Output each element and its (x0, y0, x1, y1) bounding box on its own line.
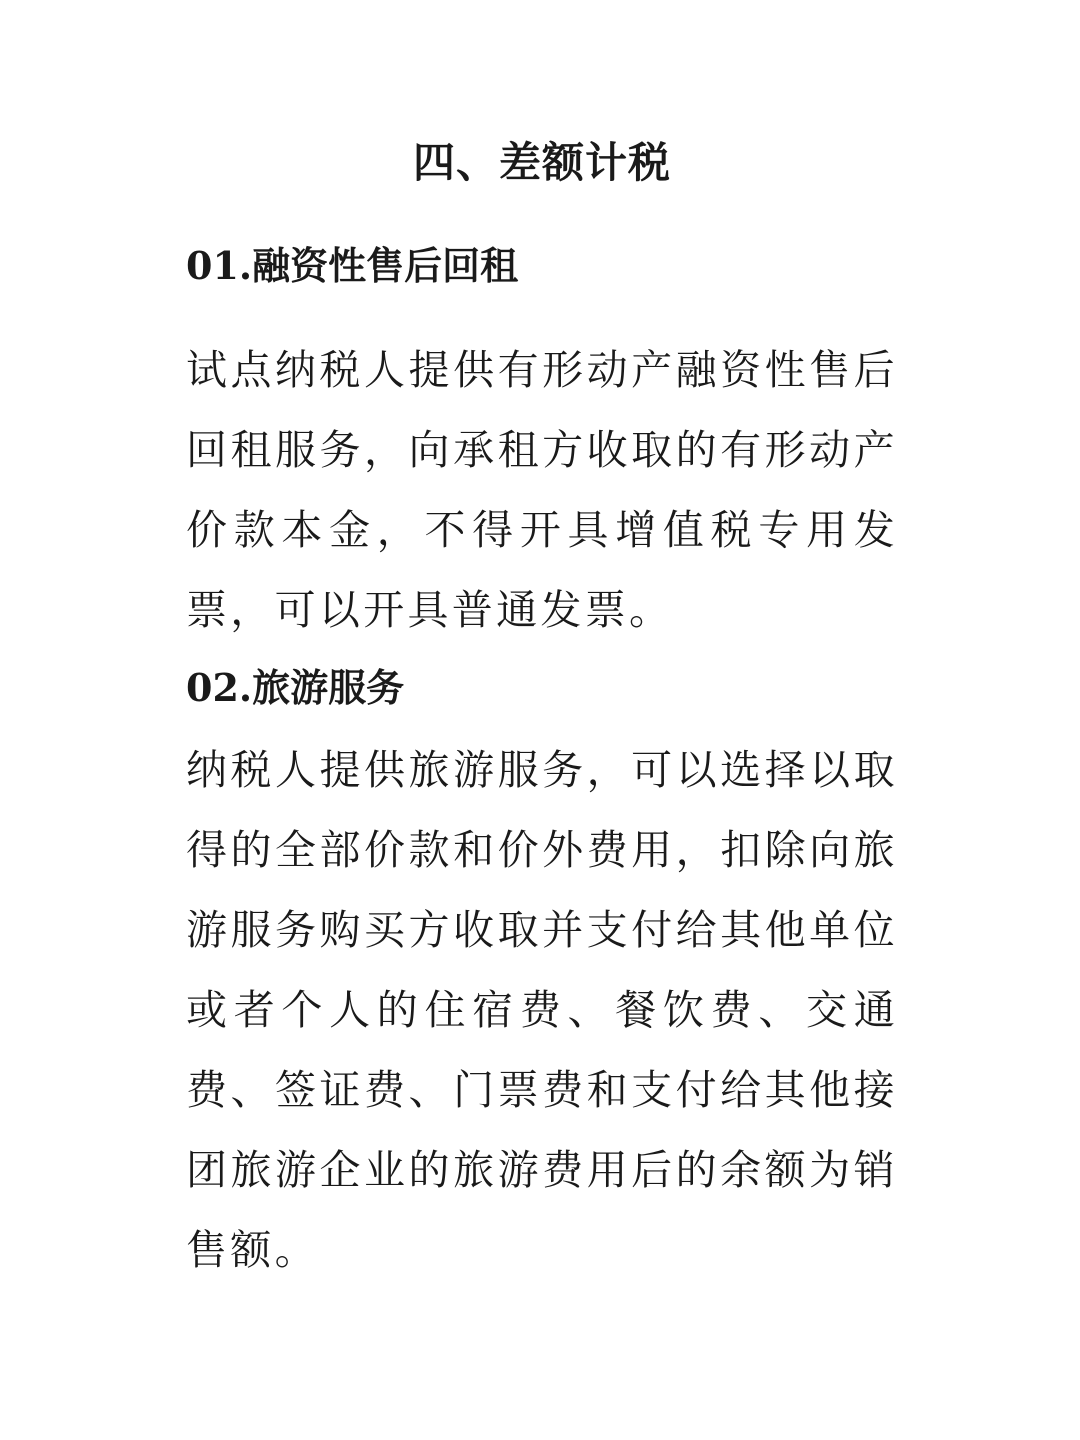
page-title: 四、差额计税 (412, 138, 671, 187)
section-body-1: 试点纳税人提供有形动产融资性售后回租服务，向承租方收取的有形动产价款本金，不得开具增值税专用发票，可以开具普通发票。 (186, 346, 898, 634)
section-heading-2: 02.旅游服务 (186, 665, 405, 710)
section-body-2: 纳税人提供旅游服务，可以选择以取得的全部价款和价外费用，扣除向旅游服务购买方收取并支付给其他单位或者个人的住宿费、餐饮费、交通费、签证费、门票费和支付给其他接团旅游企业的旅游费用后的余额为销售额。 (186, 746, 898, 1274)
section-heading-1: 01.融资性售后回租 (186, 243, 519, 288)
